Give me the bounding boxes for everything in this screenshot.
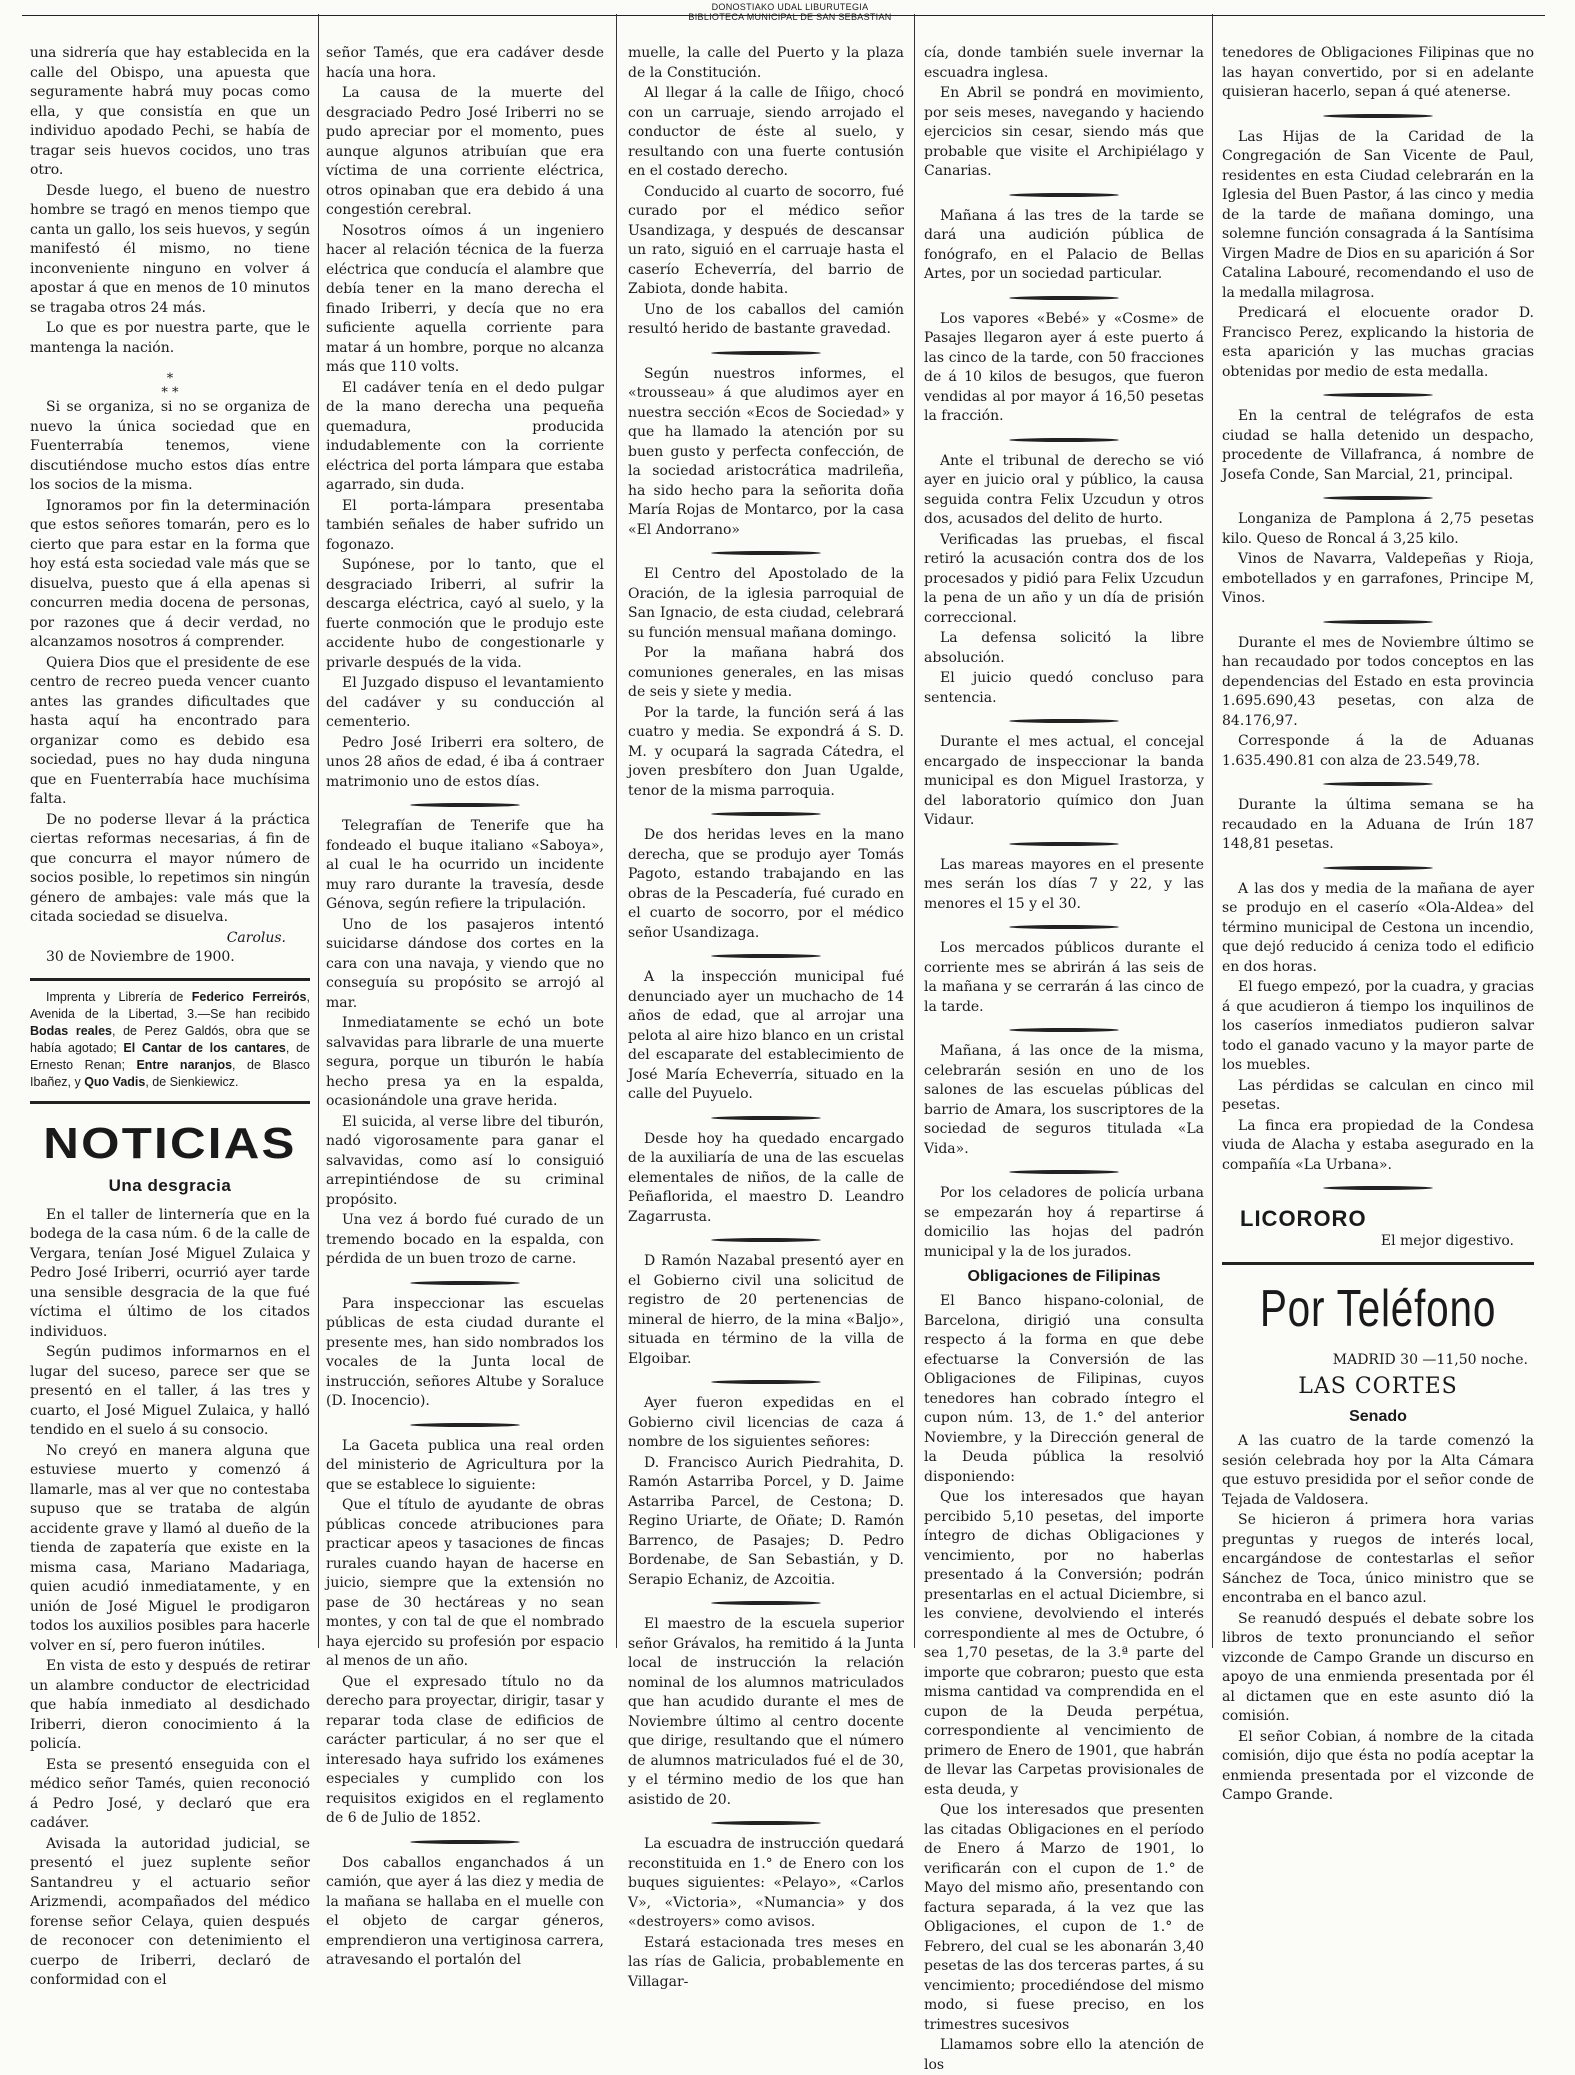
paragraph: La finca era propiedad de la Condesa viuda de Alacha y estaba asegurado en la compañía «La Urbana».: [1222, 1117, 1534, 1173]
paragraph: El fuego empezó, por la cuadra, y gracias á que acudieron á tiempo los inquilinos de los caseríos inmediatos pudieron salvar todo el ganado vacuno y la mayor parte de los muebles.: [1222, 979, 1534, 1073]
ad-bold: Federico Ferreirós: [191, 989, 307, 1004]
paragraph: Al llegar á la calle de Iñigo, chocó con un carruaje, siendo arrojado el conductor de éste al suelo, y resultando con una fuerte contusión en el costado derecho.: [628, 85, 904, 179]
paragraph: El Centro del Apostolado de la Oración, de la iglesia parroquial de San Ignacio, de esta ciudad, celebrará su función mensual mañana domingo.: [628, 566, 904, 641]
paragraph: Inmediatamente se echó un bote salvavidas para librarle de una muerte segura, porque un tiburón le había hecho presa ya en la espalda, ocasionándole una grave herida.: [326, 1015, 604, 1109]
paragraph: No creyó en manera alguna que estuviese muerto y comenzó á llamarle, mas al ver que no contestaba supuso que se trataba de algún accidente grave y llamó al dueño de la tienda de zapatería que existe en la misma casa, Mariano Madariaga, quien acudió inmediatamente, y en unión de José Miguel le prodigaron todos los auxilios posibles para hacerle volver en sí, pero fueron inútiles.: [30, 1442, 310, 1654]
ad-text: , de Ernesto Renan;: [30, 1040, 310, 1072]
column-rule: [1212, 14, 1213, 1648]
thick-rule: [30, 1101, 310, 1104]
column-rule: [318, 14, 319, 1648]
paragraph: Avisada la autoridad judicial, se presentó el juez suplente señor Santandreu y el actuario señor Arizmendi, acompañados del médico forense señor Celaya, quien después de reconocer con detenimiento el cuerpo de Iriberri, declaró de conformidad con el: [30, 1835, 310, 1988]
separator: [924, 428, 1204, 452]
separator: [1222, 104, 1534, 128]
paragraph: cía, donde también suele invernar la escuadra inglesa.: [924, 45, 1204, 81]
paragraph: A las dos y media de la mañana de ayer se produjo en el caserío «Ola-Aldea» del término municipal de Cestona un incendio, que dejó reducido á ceniza todo el edificio en dos horas.: [1222, 880, 1534, 975]
paragraph: En el taller de linternería que en la bodega de la casa núm. 6 de la calle de Vergara, tenían José Miguel Zulaica y Pedro José Iriberri, ocurrió ayer tarde una sensible desgracia de la que fué víctima el último de los citados individuos.: [30, 1206, 310, 1340]
paragraph: Por la mañana habrá dos comuniones generales, en las misas de seis y siete y media.: [628, 645, 904, 700]
separator: [628, 1228, 904, 1252]
paragraph: Mañana, á las once de la misma, celebrarán sesión en uno de los salones de las escuelas públicas del barrio de Amara, los suscriptores de la sociedad de seguros titulada «La Vida».: [924, 1043, 1204, 1157]
separator: [628, 541, 904, 565]
paragraph: Ante el tribunal de derecho se vió ayer en juicio oral y público, la causa seguida contra Felix Uzcudun y otros dos, acusados del delito de hurto.: [924, 452, 1204, 527]
separator: [628, 1811, 904, 1835]
paragraph: Que los interesados que hayan percibido 5,10 pesetas, del importe íntegro de dichas Obligaciones y vencimiento, por no haberlas presentado á la Conversión; podrán presentarlas en el actual Diciembre, si les conviene, devolviendo el interés correspondiente al mes de Octubre, ó sea 1,70 pesetas, de la 3.ª parte del importe que cobraron; puesto que esta misma cantidad va comprendida en el cupon de la Deuda perpétua, correspondiente al vencimiento de primero de Enero de 1901, que habrán de llevar las Carpetas provisionales de esta deuda, y: [924, 1489, 1204, 1798]
paragraph: La Gaceta publica una real orden del ministerio de Agricultura por la que se establece lo siguiente:: [326, 1437, 604, 1493]
separator: [326, 1830, 604, 1854]
paragraph: Durante el mes actual, el concejal encargado de inspeccionar la banda municipal es don Miguel Irastorza, y del laboratorio químico don Juan Vidaur.: [924, 734, 1204, 828]
paragraph: Pedro José Iriberri era soltero, de unos 28 años de edad, é iba á contraer matrimonio uno de estos días.: [326, 734, 604, 790]
paragraph: Llamamos sobre ello la atención de los: [924, 2037, 1204, 2073]
column-rule: [616, 14, 617, 1648]
paragraph: Durante el mes de Noviembre último se han recaudado por todos conceptos en las dependencias del Estado en esta provincia 1.695.690,43 pesetas, con alza de 84.176,97.: [1222, 634, 1534, 729]
library-stamp: [680, 2, 900, 22]
paragraph: De dos heridas leves en la mano derecha, que se produjo ayer Tomás Pagoto, estando trabajando en las obras de la Pescadería, fué curado en el cuarto de socorro, por el médico señor Usandizaga.: [628, 827, 904, 941]
bookshop-advert: [30, 989, 310, 1091]
paragraph: Estará estacionada tres meses en las rías de Galicia, probablemente en Villagar-: [628, 1934, 904, 1990]
paragraph: Los vapores «Bebé» y «Cosme» de Pasajes llegaron ayer á este puerto á las cinco de la tarde, con 50 fracciones de á 10 kilos de besugos, que fueron vendidas al por mayor á 16,50 pesetas la fracción.: [924, 310, 1204, 424]
asterism: ⁎ ⁎ ⁎: [161, 367, 179, 396]
paragraph: Una vez á bordo fué curado de un tremendo bocado en la espalda, con pérdida de un buen trozo de carne.: [326, 1212, 604, 1267]
column-1: [30, 44, 311, 1988]
separator: [924, 286, 1204, 310]
column-2: [326, 44, 604, 1968]
paragraph: Si se organiza, si no se organiza de nuevo la única sociedad que en Fuenterrabía tenemos, viene discutiéndose mucho estos días entre los socios de la misma.: [30, 399, 310, 493]
paragraph: muelle, la calle del Puerto y la plaza de la Constitución.: [628, 45, 904, 81]
paragraph: Quiera Dios que el presidente de ese centro de recreo pueda vencer cuanto antes las grandes dificultades que hasta aquí ha encontrado para organizar como es debido esa sociedad, pues no hay duda ninguna que en Fuenterrabía hace muchísima falta.: [30, 654, 310, 807]
separator: [1222, 383, 1534, 407]
paragraph: señor Tamés, que era cadáver desde hacía una hora.: [326, 45, 604, 81]
separator: [1222, 486, 1534, 510]
section-masthead: Por Teléfono: [1259, 1279, 1497, 1338]
paragraph: Las Hijas de la Caridad de la Congregación de San Vicente de Paul, residentes en esta Ciudad celebrarán en la Iglesia del Buen Pastor, á las cinco y media de la tarde de mañana domingo, una solemne función consagrada á la Santísima Virgen Madre de Dios en su aparición á Sor Catalina Labouré, recomendando el uso de la medalla milagrosa.: [1222, 128, 1534, 301]
separator: [1222, 610, 1534, 634]
ad-text: Imprenta y Librería de: [46, 989, 192, 1004]
paragraph: Las pérdidas se calculan en cinco mil pesetas.: [1222, 1077, 1534, 1113]
paragraph: De no poderse llevar á la práctica ciertas reformas necesarias, á fin de que concurra el mayor número de socios posible, lo repetimos sin ningún género de ambajes: vale más que la citada sociedad se disuelva.: [30, 811, 310, 925]
thick-rule: [30, 978, 310, 981]
paragraph: El cadáver tenía en el dedo pulgar de la mano derecha una pequeña quemadura, producida indudablemente con la corriente eléctrica del porta lámpara que estaba agarrado, sin duda.: [326, 379, 604, 493]
paragraph: Uno de los caballos del camión resultó herido de bastante gravedad.: [628, 301, 904, 337]
paragraph: Por los celadores de policía urbana se empezarán hoy á repartirse á domicilio las hojas del padrón municipal y la de los jurados.: [924, 1185, 1204, 1260]
paragraph: Ayer fueron expedidas en el Gobierno civil licencias de caza á nombre de los siguientes señores:: [628, 1395, 904, 1450]
ad-text: , Avenida de la Libertad, 3.—Se han recibido: [30, 989, 310, 1021]
paragraph: Que el expresado título no da derecho para proyectar, dirigir, tasar y reparar toda clase de edificios de carácter particular, á no ser que el interesado haya sufrido los exámenes especiales y cumplido con los requisitos exigidos en el reglamento de 6 de Julio de 1852.: [326, 1673, 604, 1826]
ad-bold: Entre naranjos: [136, 1057, 233, 1072]
ad-bold: Quo Vadis: [84, 1074, 146, 1089]
paragraph: El juicio quedó concluso para sentencia.: [924, 670, 1204, 706]
paragraph: Mañana á las tres de la tarde se dará una audición pública de fonógrafo, en el Palacio de Bellas Artes, por un sociedad particular.: [924, 207, 1204, 282]
separator: [628, 944, 904, 968]
ad-text: , de Blasco Ibañez, y: [30, 1057, 311, 1089]
paragraph: Uno de los pasajeros intentó suicidarse dándose dos cortes en la cara con una navaja, y viendo que no conseguía su propósito se arrojó al mar.: [326, 916, 604, 1011]
paragraph: Conducido al cuarto de socorro, fué curado por el médico señor Usandizaga, y después de descansar un rato, siguió en el carruaje hasta el caserío Echeverría, del barrio de Zabiota, donde habita.: [628, 183, 904, 297]
paragraph: El Juzgado dispuso el levantamiento del cadáver y su conducción al cementerio.: [326, 675, 604, 730]
paragraph: Predicará el elocuente orador D. Francisco Perez, explicando la historia de esta aparición y las muchas gracias obtenidas por medio de esta medalla.: [1222, 305, 1534, 380]
paragraph: En vista de esto y después de retirar un alambre conductor de electricidad que había inmediato al desdichado Iriberri, dieron conocimiento á la policía.: [30, 1658, 310, 1752]
paragraph: Telegrafían de Tenerife que ha fondeado el buque italiano «Saboya», al cual le ha ocurrido un incidente muy raro durante la travesía, desde Génova, según refiere la tripulación.: [326, 818, 604, 912]
separator: [924, 709, 1204, 733]
thick-rule: [1222, 1262, 1534, 1265]
ad-text: , de Sienkiewicz.: [145, 1074, 239, 1089]
paragraph: Las mareas mayores en el presente mes serán los días 7 y 22, y las menores el 15 y el 30.: [924, 856, 1204, 912]
separator: [1222, 772, 1534, 796]
paragraph: Por la tarde, la función será á las cuatro y media. Se expondrá á S. D. M. y ocupará la sagrada Cátedra, el joven presbítero don Juan Ugalde, tenor de la misma parroquia.: [628, 704, 904, 799]
paragraph: tenedores de Obligaciones Filipinas que no las hayan convertido, por si en adelante quisieran hacerlo, sepan á qué atenerse.: [1222, 45, 1534, 100]
paragraph: D. Francisco Aurich Piedrahita, D. Ramón Astarriba Porcel, y D. Jaime Astarriba Parcel, de Cestona; D. Regino Uriarte, de Oñate; D. Ramón Barrenco, de Pasajes; D. Pedro Bordenabe, de San Sebastián, y D. Serapio Echaniz, de Azcoitia.: [628, 1454, 904, 1588]
separator: [924, 183, 1204, 207]
separator: [326, 1271, 604, 1295]
paragraph: A la inspección municipal fué denunciado ayer un muchacho de 14 años de edad, que al arrojar una pelota al aire hizo blanco en un cristal del escaparate del establecimiento de José María Echeverría, situado en la calle del Puyuelo.: [628, 969, 904, 1102]
paragraph: Se reanudó después el debate sobre los libros de texto pronunciando el señor vizconde de Campo Grande un discurso en apoyo de una enmienda presentada por él al dictamen que en este asunto dió la comisión.: [1222, 1610, 1534, 1724]
separator: [924, 915, 1204, 939]
ad-bold: El Cantar de los cantares: [123, 1040, 286, 1055]
paragraph: El suicida, al verse libre del tiburón, nadó vigorosamente para ganar el salvavidas, como así lo consiguió arrepintiéndose de su criminal propósito.: [326, 1113, 604, 1208]
paragraph: En la central de telégrafos de esta ciudad se halla detenido un despacho, procedente de Villafranca, á nombre de Josefa Conde, San Marcial, 21, principal.: [1222, 408, 1534, 483]
paragraph: Según pudimos informarnos en el lugar del suceso, parece ser que se presentó en el taller, á las tres y cuarto, el José Miguel Zulaica, y halló tendido en el suelo á su consocio.: [30, 1344, 310, 1438]
licoroso-advert-title: LICORORO: [1240, 1206, 1367, 1231]
ad-bold: Bodas reales: [30, 1023, 112, 1038]
licoroso-advert-tagline: El mejor digestivo.: [1380, 1233, 1514, 1249]
paragraph: Longaniza de Pamplona á 2,75 pesetas kilo. Queso de Roncal á 3,25 kilo.: [1222, 511, 1534, 547]
paragraph: Los mercados públicos durante el corriente mes se abrirán á las seis de la mañana y se cerrarán á las cinco de la tarde.: [924, 940, 1204, 1015]
paragraph: Durante la última semana se ha recaudado en la Aduana de Irún 187 148,81 pesetas.: [1222, 797, 1534, 852]
separator: [628, 1370, 904, 1394]
separator: [326, 793, 604, 817]
paragraph: Verificadas las pruebas, el fiscal retiró la acusación contra dos de los procesados y pidió para Felix Uzcudun la pena de un año y un día de prisión correccional.: [924, 531, 1204, 626]
column-rule: [914, 14, 915, 1648]
paragraph: Se hicieron á primera hora varias preguntas y ruegos de interés local, encargándose de contestarlas el señor Sánchez de Toca, único ministro que se encontraba en el banco azul.: [1222, 1512, 1534, 1606]
paragraph: Desde hoy ha quedado encargado de la auxiliaría de una de las escuelas elementales de niños, de la calle de Peñaflorida, el maestro D. Leandro Zagarrusta.: [628, 1130, 904, 1225]
article-headline: Una desgracia: [108, 1175, 232, 1195]
separator: [628, 341, 904, 365]
paragraph: El maestro de la escuela superior señor Grávalos, ha remitido á la Junta local de instrucción la relación nominal de los alumnos matriculados que han acudido durante el mes de Noviembre último al centro docente que dirige, resultando que el número de alumnos matriculados fué el de 30, y el término medio de los que han asistido de 20.: [628, 1616, 904, 1808]
column-3: [628, 44, 904, 1990]
paragraph: Desde luego, el bueno de nuestro hombre se tragó en menos tiempo que canta un gallo, los seis huevos, y según manifestó él mismo, no tiene inconveniente ninguno en volver á apostar á que en menos de 10 minutos se tragaba otros 24 más.: [30, 182, 310, 316]
paragraph: El señor Cobian, á nombre de la citada comisión, dijo que ésta no podía aceptar la enmienda presentada por el vizconde de Campo Grande.: [1222, 1728, 1534, 1803]
paragraph: Que los interesados que presenten las citadas Obligaciones en el período de Enero á Marzo de 1901, lo verificarán con el cupon de 1.° de Mayo del mismo año, presentando con factura separada, á la vez que las Obligaciones, el cupon de 1.° de Febrero, del cual se les abonarán 3,40 pesetas de las dos terceras partes, á su vencimiento; procediéndose del mismo modo, si fuese preciso, en los trimestres sucesivos: [924, 1802, 1204, 2033]
paragraph: Supónese, por lo tanto, que el desgraciado Iriberri, al sufrir la descarga eléctrica, cayó al suelo, y la fuerte conmoción que le produjo este accidente hubo de congestionarle y privarle después de la vida.: [326, 557, 604, 671]
paragraph: Ignoramos por fin la determinación que estos señores tomarán, pero es lo cierto que para estar en la forma que hoy está esta sociedad vale más que se disuelva, puesto que á ella apenas si concurren media docena de personas, por razones que á decir verdad, no alcanzamos nosotros á comprender.: [30, 497, 310, 650]
stamp-line-1: DONOSTIAKO UDAL LIBURUTEGIA: [711, 2, 869, 12]
paragraph: El porta-lámpara presentaba también señales de haber sufrido un fogonazo.: [326, 497, 604, 553]
paragraph: Vinos de Navarra, Valdepeñas y Rioja, embotellados y en garrafones, Principe M, Vinos.: [1222, 551, 1534, 606]
ad-text: , de Perez Galdós, obra que se había agotado;: [30, 1023, 310, 1055]
section-masthead: NOTICIAS: [43, 1118, 297, 1168]
paragraph: Según nuestros informes, el «trousseau» á que aludimos ayer en nuestra sección «Ecos de Sociedad» y que ha llamado la atención por su buen gusto y perfecta confección, de la sociedad aristocrática madrileña, ha sido hecho para la señorita doña María Rojas de Montarco, por la casa «El Andorrano»: [628, 365, 904, 538]
top-rule: [22, 15, 1545, 16]
separator: [628, 802, 904, 826]
article-headline: Senado: [1349, 1408, 1407, 1425]
paragraph: A las cuatro de la tarde comenzó la sesión celebrada hoy por la Alta Cámara que estuvo presidida por el señor conde de Tejada de Valdosera.: [1222, 1433, 1534, 1508]
column-5: [1222, 44, 1534, 1803]
separator: [628, 1106, 904, 1130]
paragraph: La escuadra de instrucción quedará reconstituida en 1.° de Enero con los buques siguientes: «Pelayo», «Carlos V», «Victoria», «Numancia» y dos «destroyers» como avisos.: [628, 1836, 904, 1930]
paragraph: una sidrería que hay establecida en la calle del Obispo, una apuesta que seguramente habrá muy pocas como ella, y que consistía en que un individuo apodado Pechi, se había de tragar seis huevos cocidos, uno tras otro.: [30, 45, 310, 178]
paragraph: La defensa solicitó la libre absolución.: [924, 630, 1204, 666]
paragraph: Lo que es por nuestra parte, que le mantenga la nación.: [30, 320, 310, 356]
column-4: [924, 44, 1204, 2073]
paragraph: En Abril se pondrá en movimiento, por seis meses, navegando y haciendo ejercicios sin cesar, siendo más que probable que visite el Archipiélago y Canarias.: [924, 85, 1204, 179]
paragraph: El Banco hispano-colonial, de Barcelona, dirigió una consulta respecto á la forma en que debe efectuarse la Conversión de las Obligaciones de Filipinas, cuyos tenedores han cobrado íntegro el cupon núm. 13, de 1.° del anterior Noviembre, y la Dirección general de la Deuda pública la resolvió disponiendo:: [924, 1293, 1204, 1485]
dateline: 30 de Noviembre de 1900.: [46, 949, 235, 965]
paragraph: La causa de la muerte del desgraciado Pedro José Iriberri no se pudo apreciar por el momento, pues aunque algunos atribuían que era víctima de una corriente eléctrica, otros opinaban que era debido á una congestión cerebral.: [326, 85, 604, 218]
paragraph: Dos caballos enganchados á un camión, que ayer á las diez y media de la mañana se hallaba en el muelle con el objeto de cargar géneros, emprendieron una vertiginosa carrera, atravesando el portalón del: [326, 1854, 604, 1968]
paragraph: Que el título de ayudante de obras públicas concede atribuciones para practicar apeos y tasaciones de fincas rurales cuando hayan de hacerse en juicio, siempre que la extensión no pase de 30 hectáreas y no sean montes, y con tal de que el nombrado haya ejercido su profesión por espacio al menos de un año.: [326, 1497, 604, 1669]
signature: Carolus.: [226, 929, 286, 946]
paragraph: D Ramón Nazabal presentó ayer en el Gobierno civil una solicitud de registro de 20 pertenencias de mineral de hierro, de la mina «Baljo», situada en término de la villa de Elgoibar.: [628, 1253, 904, 1367]
separator: [1222, 856, 1534, 880]
paragraph: Nosotros oímos á un ingeniero hacer al relación técnica de la fuerza eléctrica que conducía el alambre que debía tener en la mano derecha el finado Iriberri, y decía que no era suficiente aquella corriente para matar á un hombre, porque no alcanza más que 110 volts.: [326, 222, 604, 375]
separator: [924, 832, 1204, 856]
separator: [326, 1413, 604, 1437]
separator: [1222, 1176, 1534, 1200]
paragraph: Para inspeccionar las escuelas públicas de esta ciudad durante el presente mes, han sido nombrados los vocales de la Junta local de instrucción, señores Altube y Soraluce (D. Inocencio).: [326, 1295, 604, 1409]
article-headline: Obligaciones de Filipinas: [967, 1268, 1161, 1285]
separator: [924, 1160, 1204, 1184]
separator: [924, 1018, 1204, 1042]
paragraph: Esta se presentó enseguida con el médico señor Tamés, quien reconoció á Pedro José, y declaró que era cadáver.: [30, 1756, 310, 1831]
paragraph: Corresponde á la de Aduanas 1.635.490.81 con alza de 23.549,78.: [1222, 733, 1534, 769]
stamp-line-2: BIBLIOTECA MUNICIPAL DE SAN SEBASTIAN: [688, 12, 892, 22]
dateline: MADRID 30 —11,50 noche.: [1332, 1351, 1528, 1368]
section-subhead: LAS CORTES: [1298, 1374, 1458, 1399]
separator: [628, 1591, 904, 1615]
